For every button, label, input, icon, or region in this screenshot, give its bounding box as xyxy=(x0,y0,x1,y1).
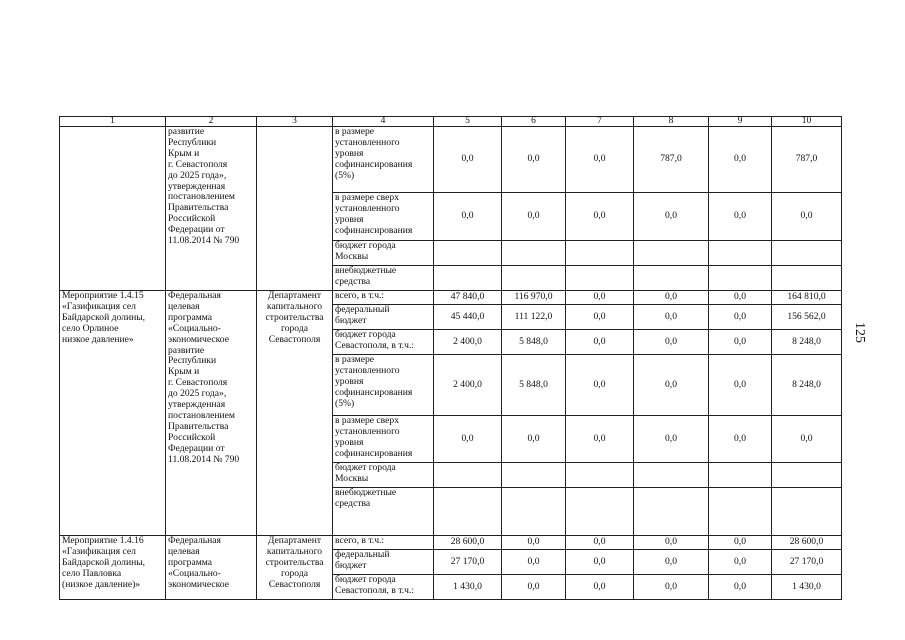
funding-source-cell xyxy=(333,575,434,600)
value-cell: 0,0 xyxy=(566,416,634,463)
value-cell: 0,0 xyxy=(772,416,842,463)
value-cell xyxy=(434,241,502,266)
executor-text: Департамент капитального строительства города Севастополя xyxy=(265,535,324,590)
value-cell: 0,0 xyxy=(709,550,772,575)
value-cell xyxy=(772,463,842,488)
value-cell: 0,0 xyxy=(566,355,634,416)
measure-cell xyxy=(60,291,166,536)
funding-source-cell xyxy=(333,330,434,355)
header-cell: 8 xyxy=(634,117,709,127)
value-cell: 0,0 xyxy=(709,291,772,305)
value-cell: 0,0 xyxy=(772,193,842,241)
value-cell: 111 122,0 xyxy=(502,305,566,330)
funding-source-label: в размере установленного уровня софинансирования (5%) xyxy=(335,354,413,409)
header-cell: 5 xyxy=(434,117,502,127)
value-cell: 28 600,0 xyxy=(434,536,502,550)
value-cell: 0,0 xyxy=(566,127,634,193)
funding-source-label: федеральный бюджет xyxy=(335,304,390,326)
value-cell: 1 430,0 xyxy=(434,575,502,600)
header-cell: 10 xyxy=(772,117,842,127)
measure-text: Мероприятие 1.4.15 «Газификация сел Байдарской долины, село Орлиное низкое давление» xyxy=(62,290,146,345)
executor-cell xyxy=(257,127,333,291)
value-cell: 0,0 xyxy=(566,330,634,355)
value-cell: 0,0 xyxy=(566,550,634,575)
value-cell: 45 440,0 xyxy=(434,305,502,330)
header-cell: 2 xyxy=(166,117,257,127)
funding-source-cell xyxy=(333,488,434,536)
value-cell xyxy=(434,463,502,488)
funding-source-label: в размере установленного уровня софинансирования (5%) xyxy=(335,126,413,181)
value-cell: 8 248,0 xyxy=(772,355,842,416)
value-cell xyxy=(566,241,634,266)
value-cell: 0,0 xyxy=(709,416,772,463)
header-cell: 6 xyxy=(502,117,566,127)
value-cell xyxy=(566,463,634,488)
value-cell: 0,0 xyxy=(502,536,566,550)
funding-source-cell xyxy=(333,536,434,550)
funding-source-cell xyxy=(333,550,434,575)
funding-source-cell xyxy=(333,127,434,193)
program-cell xyxy=(166,291,257,536)
value-cell: 0,0 xyxy=(566,575,634,600)
executor-text: Департамент капитального строительства города Севастополя xyxy=(265,290,324,345)
value-cell: 0,0 xyxy=(634,416,709,463)
funding-source-cell xyxy=(333,266,434,291)
funding-source-cell xyxy=(333,305,434,330)
executor-cell xyxy=(257,536,333,600)
value-cell: 0,0 xyxy=(434,193,502,241)
value-cell xyxy=(434,488,502,536)
funding-source-cell xyxy=(333,463,434,488)
value-cell: 0,0 xyxy=(709,355,772,416)
header-cell: 4 xyxy=(333,117,434,127)
value-cell: 787,0 xyxy=(634,127,709,193)
value-cell: 0,0 xyxy=(434,127,502,193)
page-number: 125 xyxy=(852,322,867,343)
program-text: Федеральная целевая программа «Социально- экономическое xyxy=(168,535,229,590)
value-cell xyxy=(772,241,842,266)
value-cell: 787,0 xyxy=(772,127,842,193)
value-cell: 27 170,0 xyxy=(434,550,502,575)
value-cell: 27 170,0 xyxy=(772,550,842,575)
value-cell: 0,0 xyxy=(709,127,772,193)
value-cell: 0,0 xyxy=(634,355,709,416)
value-cell xyxy=(709,463,772,488)
measure-cell xyxy=(60,127,166,291)
program-text: развитие Республики Крым и г. Севастополя до 2025 года», утвержденная постановлением Правительства Российской Федерации от 11.08.2014 № 790 xyxy=(168,126,240,247)
value-cell xyxy=(634,266,709,291)
value-cell: 0,0 xyxy=(709,575,772,600)
table-row xyxy=(60,127,842,193)
funding-source-cell xyxy=(333,416,434,463)
funding-table xyxy=(59,116,842,600)
funding-source-cell xyxy=(333,241,434,266)
value-cell: 0,0 xyxy=(434,416,502,463)
value-cell xyxy=(634,488,709,536)
funding-source-label: бюджет города Севастополя, в т.ч.: xyxy=(335,329,415,351)
table-row xyxy=(60,536,842,550)
funding-source-cell xyxy=(333,291,434,305)
value-cell: 2 400,0 xyxy=(434,355,502,416)
funding-source-label: всего, в т.ч.: xyxy=(335,290,385,301)
value-cell xyxy=(566,488,634,536)
value-cell xyxy=(502,463,566,488)
value-cell: 164 810,0 xyxy=(772,291,842,305)
value-cell: 0,0 xyxy=(709,193,772,241)
value-cell xyxy=(566,266,634,291)
funding-source-cell xyxy=(333,355,434,416)
program-text: Федеральная целевая программа «Социально- экономическое развитие Республики Крым и г. Севастополя до 2025 года», утвержденная постановлением Правительства Российской Федерации от 11.08.2014 № 790 xyxy=(168,290,240,465)
value-cell: 0,0 xyxy=(566,291,634,305)
value-cell xyxy=(772,266,842,291)
value-cell: 1 430,0 xyxy=(772,575,842,600)
value-cell xyxy=(502,241,566,266)
value-cell: 0,0 xyxy=(709,536,772,550)
header-cell: 1 xyxy=(60,117,166,127)
value-cell xyxy=(634,463,709,488)
value-cell xyxy=(709,266,772,291)
value-cell: 0,0 xyxy=(566,193,634,241)
funding-source-label: федеральный бюджет xyxy=(335,549,390,571)
value-cell: 0,0 xyxy=(502,193,566,241)
funding-source-label: бюджет города Севастополя, в т.ч.: xyxy=(335,574,415,596)
value-cell: 0,0 xyxy=(502,550,566,575)
value-cell: 47 840,0 xyxy=(434,291,502,305)
funding-source-label: бюджет города Москвы xyxy=(335,240,396,262)
program-cell xyxy=(166,536,257,600)
funding-source-label: в размере сверх установленного уровня софинансирования xyxy=(335,415,413,459)
value-cell: 0,0 xyxy=(502,127,566,193)
funding-source-label: внебюджетные средства xyxy=(335,487,397,509)
value-cell: 2 400,0 xyxy=(434,330,502,355)
value-cell: 0,0 xyxy=(502,416,566,463)
measure-cell xyxy=(60,536,166,600)
funding-source-label: бюджет города Москвы xyxy=(335,462,396,484)
value-cell: 0,0 xyxy=(566,536,634,550)
value-cell xyxy=(709,241,772,266)
measure-text: Мероприятие 1.4.16 «Газификация сел Байдарской долины, село Павловка (низкое давление)» xyxy=(62,535,146,590)
value-cell: 116 970,0 xyxy=(502,291,566,305)
funding-source-label: внебюджетные средства xyxy=(335,265,397,287)
value-cell: 0,0 xyxy=(634,575,709,600)
header-cell: 3 xyxy=(257,117,333,127)
value-cell: 28 600,0 xyxy=(772,536,842,550)
value-cell xyxy=(772,488,842,536)
funding-source-label: в размере сверх установленного уровня софинансирования xyxy=(335,192,413,236)
value-cell: 5 848,0 xyxy=(502,330,566,355)
value-cell: 8 248,0 xyxy=(772,330,842,355)
program-cell xyxy=(166,127,257,291)
table-row xyxy=(60,291,842,305)
funding-source-label: всего, в т.ч.: xyxy=(335,535,385,546)
value-cell: 0,0 xyxy=(634,193,709,241)
value-cell xyxy=(502,488,566,536)
value-cell xyxy=(709,488,772,536)
header-cell: 9 xyxy=(709,117,772,127)
value-cell xyxy=(502,266,566,291)
value-cell: 5 848,0 xyxy=(502,355,566,416)
value-cell: 0,0 xyxy=(566,305,634,330)
value-cell: 0,0 xyxy=(634,536,709,550)
value-cell: 0,0 xyxy=(709,305,772,330)
value-cell: 0,0 xyxy=(502,575,566,600)
value-cell: 0,0 xyxy=(634,291,709,305)
header-cell: 7 xyxy=(566,117,634,127)
table-body xyxy=(60,117,842,600)
value-cell xyxy=(434,266,502,291)
funding-source-cell xyxy=(333,193,434,241)
value-cell xyxy=(634,241,709,266)
header-row xyxy=(60,117,842,127)
value-cell: 0,0 xyxy=(634,330,709,355)
value-cell: 0,0 xyxy=(634,305,709,330)
value-cell: 156 562,0 xyxy=(772,305,842,330)
executor-cell xyxy=(257,291,333,536)
value-cell: 0,0 xyxy=(634,550,709,575)
value-cell: 0,0 xyxy=(709,330,772,355)
